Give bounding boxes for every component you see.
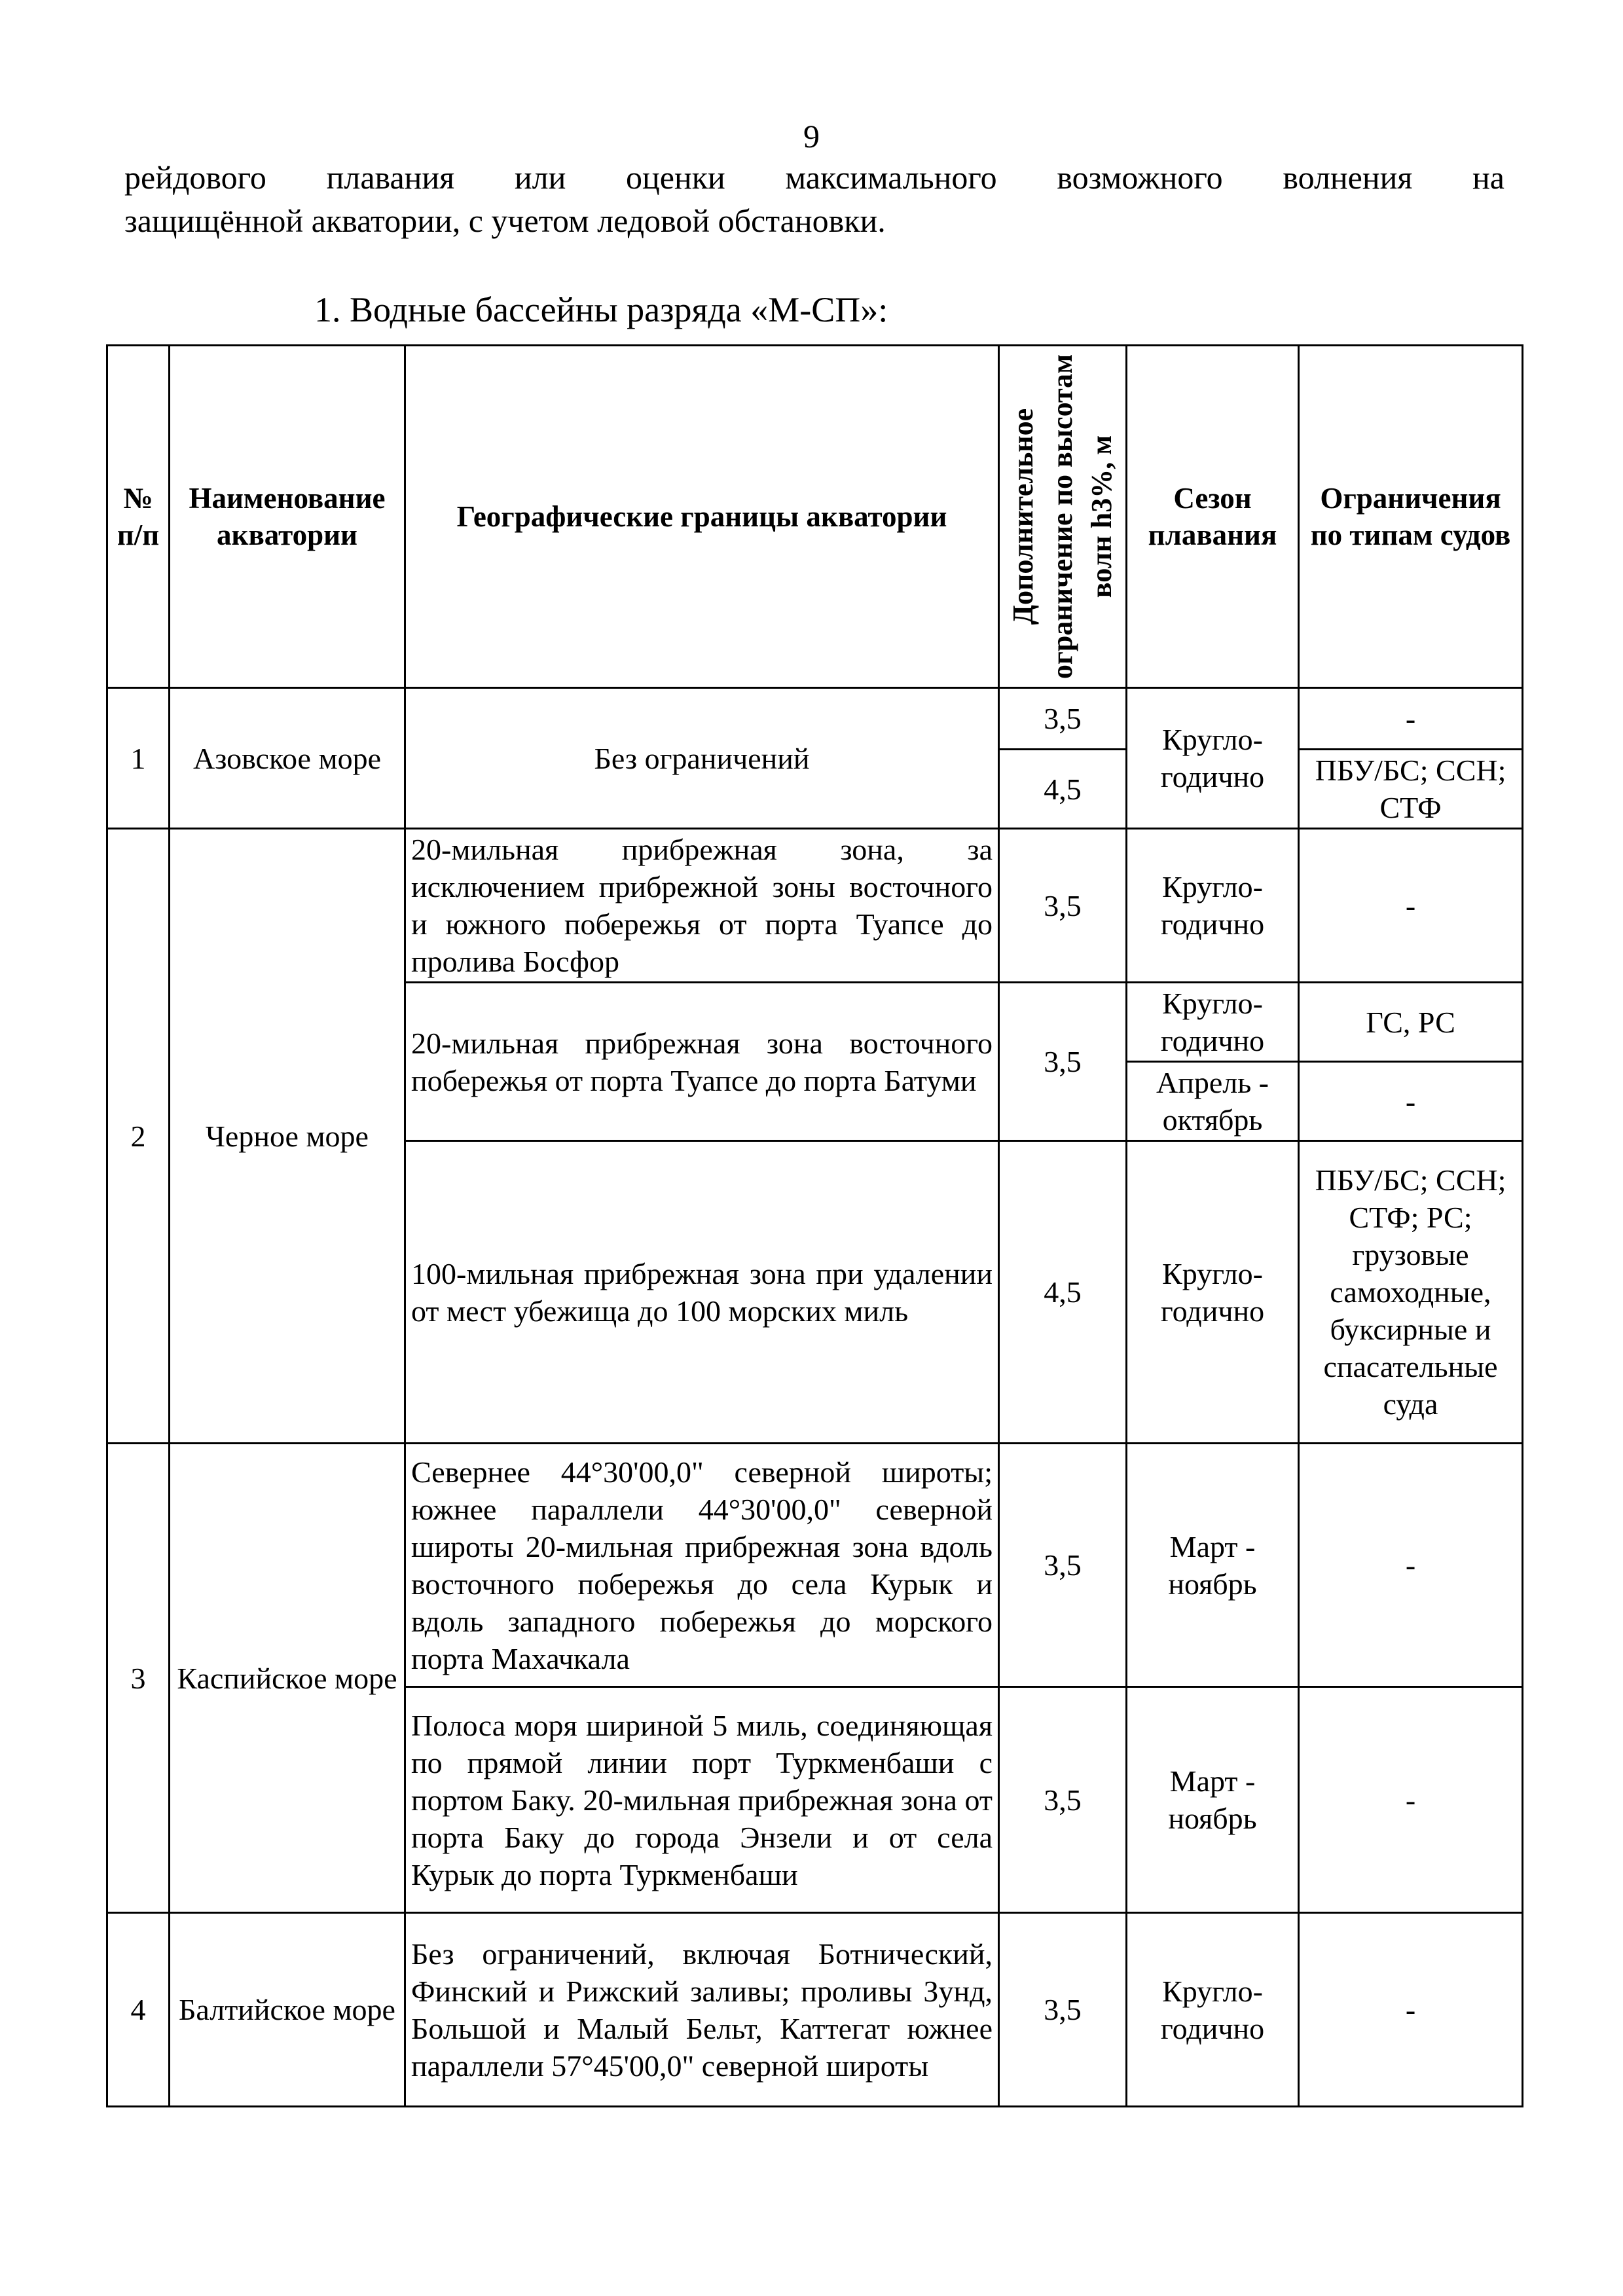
table-row (107, 1444, 1523, 1687)
row-bounds: 20-мильная прибрежная зона, за исключением прибрежной зоны восточного и южного побережья от порта Туапсе до пролива Босфор (405, 829, 999, 983)
row-num: 1 (107, 688, 170, 829)
header-num: № п/п (107, 346, 170, 688)
header-wave-text: Дополнительное ограничение по высотам волн h3%, м (1007, 354, 1118, 680)
table-row (107, 829, 1523, 983)
row-vessels: - (1299, 1913, 1523, 2107)
page-number: 9 (803, 118, 820, 155)
row-vessels: ПБУ/БС; ССН; СТФ; РС; грузовые самоходные, буксирные и спасательные суда (1299, 1141, 1523, 1444)
row-season: Кругло-годично (1127, 1913, 1299, 2107)
row-wave: 4,5 (999, 750, 1127, 829)
row-season: Кругло-годично (1127, 983, 1299, 1062)
header-vessels: Ограничения по типам судов (1299, 346, 1523, 688)
row-wave: 3,5 (999, 1444, 1127, 1687)
row-name: Азовское море (170, 688, 405, 829)
row-bounds: Без ограничений, включая Ботнический, Финский и Рижский заливы; проливы Зунд, Большой и Малый Бельт, Каттегат южнее параллели 57°45'00,0" северной широты (405, 1913, 999, 2107)
row-vessels: - (1299, 1444, 1523, 1687)
row-vessels: - (1299, 1687, 1523, 1913)
row-vessels: ГС, РС (1299, 983, 1523, 1062)
section-heading: 1. Водные бассейны разряда «М-СП»: (314, 290, 888, 329)
row-season: Кругло-годично (1127, 829, 1299, 983)
row-bounds: Полоса моря шириной 5 миль, соединяющая по прямой линии порт Туркменбаши с портом Баку. 20-мильная прибрежная зона от порта Баку до города Энзели и от села Курык до порта Туркменбаши (405, 1687, 999, 1913)
row-vessels: - (1299, 829, 1523, 983)
row-wave: 3,5 (999, 983, 1127, 1141)
row-num: 4 (107, 1913, 170, 2107)
row-wave: 3,5 (999, 829, 1127, 983)
water-basins-table (106, 344, 1523, 2107)
row-name: Балтийское море (170, 1913, 405, 2107)
row-num: 2 (107, 829, 170, 1444)
row-name: Черное море (170, 829, 405, 1444)
row-num: 3 (107, 1444, 170, 1913)
row-bounds: 100-мильная прибрежная зона при удалении от мест убежища до 100 морских миль (405, 1141, 999, 1444)
table-row (107, 688, 1523, 750)
row-bounds: Без ограничений (405, 688, 999, 829)
row-bounds: Севернее 44°30'00,0" северной широты; южнее параллели 44°30'00,0" северной широты 20-мильная прибрежная зона вдоль восточного побережья до села Курык и вдоль западного побережья до морского порта Махачкала (405, 1444, 999, 1687)
table-row (107, 1913, 1523, 2107)
row-vessels: - (1299, 688, 1523, 750)
row-season: Март - ноябрь (1127, 1444, 1299, 1687)
row-wave: 3,5 (999, 1687, 1127, 1913)
row-season: Кругло-годично (1127, 1141, 1299, 1444)
row-vessels: ПБУ/БС; ССН; СТФ (1299, 750, 1523, 829)
intro-line-1: рейдового плавания или оценки максимального возможного волнения на (124, 159, 1504, 196)
header-bounds: Географические границы акватории (405, 346, 999, 688)
row-wave: 4,5 (999, 1141, 1127, 1444)
row-vessels: - (1299, 1062, 1523, 1141)
row-season: Кругло-годично (1127, 688, 1299, 829)
header-season: Сезон плавания (1127, 346, 1299, 688)
row-name: Каспийское море (170, 1444, 405, 1913)
row-wave: 3,5 (999, 688, 1127, 750)
row-season: Апрель - октябрь (1127, 1062, 1299, 1141)
row-season: Март - ноябрь (1127, 1687, 1299, 1913)
header-name: Наименование акватории (170, 346, 405, 688)
header-wave (999, 346, 1127, 688)
row-bounds: 20-мильная прибрежная зона восточного побережья от порта Туапсе до порта Батуми (405, 983, 999, 1141)
row-wave: 3,5 (999, 1913, 1127, 2107)
intro-paragraph (124, 156, 1504, 242)
header-row (107, 346, 1523, 688)
intro-line-2: защищённой акватории, с учетом ледовой обстановки. (124, 202, 886, 239)
